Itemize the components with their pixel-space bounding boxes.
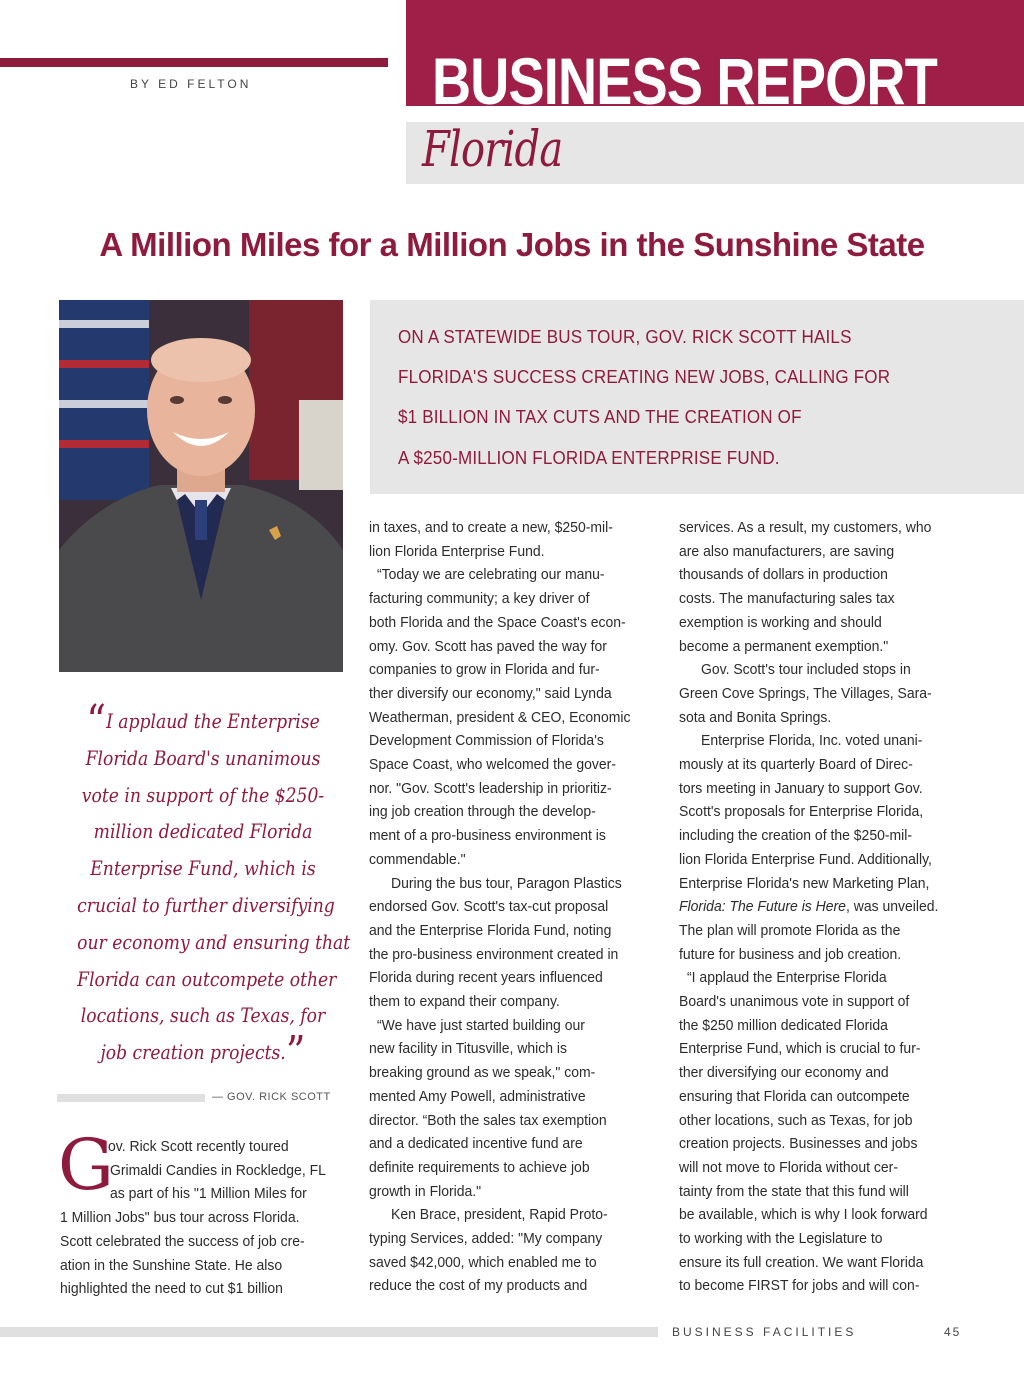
article-text-line: ov. Rick Scott recently toured [108,1138,289,1155]
article-text-line: be available, which is why I look forward [679,1206,928,1224]
article-text-line: Ken Brace, president, Rapid Proto- [391,1206,608,1224]
deck-line: $1 BILLION IN TAX CUTS AND THE CREATION OF [398,406,802,427]
article-text-line: both Florida and the Space Coast's econ- [369,613,626,631]
article-text-line: including the creation of the $250-mil- [679,827,913,845]
article-text-line: endorsed Gov. Scott's tax-cut proposal [369,898,609,916]
article-text-line: Gov. Scott's tour included stops in [701,661,911,679]
article-text-line: ther diversify our economy," said Lynda [369,684,612,702]
article-text-line: mously at its quarterly Board of Direc- [679,756,913,773]
article-text-line: omy. Gov. Scott has paved the way for [369,637,607,655]
article-text-line: sota and Bonita Springs. [679,708,832,726]
article-text-line: ensure its full creation. We want Florida [679,1253,924,1271]
byline: BY ED FELTON [130,77,252,91]
article-text-line: mented Amy Powell, administrative [369,1087,586,1105]
pull-quote-line: crucial to further diversifying [77,893,335,917]
article-headline: A Million Miles for a Million Jobs in the Sunshine State [99,226,925,263]
article-text-line: commendable." [369,850,466,868]
article-text-line: to become FIRST for jobs and will con- [679,1277,920,1295]
pull-quote-line: vote in support of the $250- [81,783,325,807]
article-text-line: are also manufacturers, are saving [679,542,895,560]
deck-line: ON A STATEWIDE BUS TOUR, GOV. RICK SCOTT HAILS [398,326,852,347]
article-text-line: new facility in Titusville, which is [369,1040,568,1058]
article-text-line: “Today we are celebrating our manu- [377,566,605,584]
section-state: Florida [422,120,563,178]
pull-quote-line: Florida Board's unanimous [85,746,321,770]
article-text-line: reduce the cost of my products and [369,1277,588,1295]
quote-attribution: — GOV. RICK SCOTT [212,1091,331,1103]
attribution-rule [57,1094,205,1102]
article-text-line: saved $42,000, which enabled me to [369,1253,597,1271]
deck-line: A $250-MILLION FLORIDA ENTERPRISE FUND. [398,447,780,468]
article-text-line: Scott celebrated the success of job cre- [60,1232,305,1250]
article-text-line: 1 Million Jobs" bus tour across Florida. [60,1209,300,1227]
article-text-line: highlighted the need to cut $1 billion [60,1280,283,1298]
article-text-line: the pro-business environment created in [369,945,619,963]
article-text-line: Grimaldi Candies in Rockledge, FL [110,1161,326,1179]
article-text-line: them to expand their company. [369,993,560,1010]
article-text-line: nor. "Gov. Scott's leadership in prioritiz- [369,779,612,797]
article-text-line: Florida during recent years influenced [369,969,603,987]
pull-quote [60,696,351,1079]
page-number: 45 [944,1325,962,1339]
pull-quote-line: job creation projects. [100,1041,286,1065]
article-text-line: “We have just started building our [377,1016,585,1034]
pull-quote-line: million dedicated Florida [93,820,313,844]
article-text-line: During the bus tour, Paragon Plastics [391,874,622,892]
article-text-line: lion Florida Enterprise Fund. [369,542,545,560]
article-text-line: growth in Florida." [369,1182,482,1200]
article-text-line: the $250 million dedicated Florida [679,1016,888,1034]
article-text-line: “I applaud the Enterprise Florida [687,969,887,987]
article-text-line: in taxes, and to create a new, $250-mil- [369,519,613,536]
article-text-line: services. As a result, my customers, who [679,519,932,536]
article-text-line: Enterprise Florida's new Marketing Plan, [679,874,930,892]
pull-quote-line: Enterprise Fund, which is [90,857,316,881]
article-text-line: become a permanent exemption." [679,637,889,655]
deck-line: FLORIDA'S SUCCESS CREATING NEW JOBS, CALLING FOR [398,366,891,387]
open-quote-mark: “ [86,696,107,747]
article-text-line: Space Coast, who welcomed the gover- [369,756,616,773]
article-text-line: future for business and job creation. [679,945,902,963]
article-text-line: tors meeting in January to support Gov. [679,779,923,797]
article-text-line: Florida: The Future is Here, was unveiled. [679,898,939,916]
article-text-line: definite requirements to achieve job [369,1158,590,1176]
article-text-line: Enterprise Florida, Inc. voted unani- [701,732,923,750]
article-text-line: director. “Both the sales tax exemption [369,1111,607,1129]
article-text-line: creation projects. Businesses and jobs [679,1135,918,1153]
article-text-line: facturing community; a key driver of [369,590,590,608]
pull-quote-line: our economy and ensuring that [77,930,351,954]
article-text-line: and a dedicated incentive fund are [369,1135,583,1153]
article-text-line: other locations, such as Texas, for job [679,1111,913,1129]
article-text-line: Scott's proposals for Enterprise Florida, [679,803,924,821]
article-text-line: typing Services, added: "My company [369,1230,603,1247]
close-quote-mark: ” [285,1027,306,1079]
article-text-line: will not move to Florida without cer- [679,1158,898,1176]
article-text-line: companies to grow in Florida and fur- [369,661,600,679]
article-text-line: The plan will promote Florida as the [679,921,901,939]
article-text-line: as part of his "1 Million Miles for [110,1185,307,1203]
article-text-line: exemption is working and should [679,613,882,631]
article-text-line: costs. The manufacturing sales tax [679,590,895,608]
article-text-line: Green Cove Springs, The Villages, Sara- [679,684,932,702]
article-text-line: and the Enterprise Florida Fund, noting [369,921,612,939]
article-text-line: ation in the Sunshine State. He also [60,1256,283,1274]
article-text-line: Weatherman, president & CEO, Economic [369,708,631,726]
article-text-line: breaking ground as we speak," com- [369,1064,596,1082]
article-text-line: Enterprise Fund, which is crucial to fur- [679,1040,921,1058]
footer-rule [0,1327,658,1337]
article-text-line: ther diversifying our economy and [679,1064,889,1082]
publication-name: BUSINESS FACILITIES [672,1325,857,1339]
pull-quote-line: I applaud the Enterprise [106,710,320,733]
article-text-line: ment of a pro-business environment is [369,827,606,845]
governor-photo [59,300,343,672]
article-text-line: tainty from the state that this fund will [679,1182,909,1200]
section-title: BUSINESS REPORT [432,44,937,118]
header-rule [0,58,388,67]
pull-quote-line: Florida can outcompete other [77,967,337,991]
pull-quote-line: locations, such as Texas, for [80,1004,326,1028]
drop-cap: G [58,1124,114,1206]
article-text-line: lion Florida Enterprise Fund. Additionally, [679,850,932,868]
article-text-line: Board's unanimous vote in support of [679,993,910,1010]
article-text-line: ensuring that Florida can outcompete [679,1087,910,1105]
article-text-line: to working with the Legislature to [679,1230,883,1247]
article-text-line: thousands of dollars in production [679,566,888,584]
article-text-line: ing job creation through the develop- [369,803,596,821]
article-text-line: Development Commission of Florida's [369,732,604,750]
